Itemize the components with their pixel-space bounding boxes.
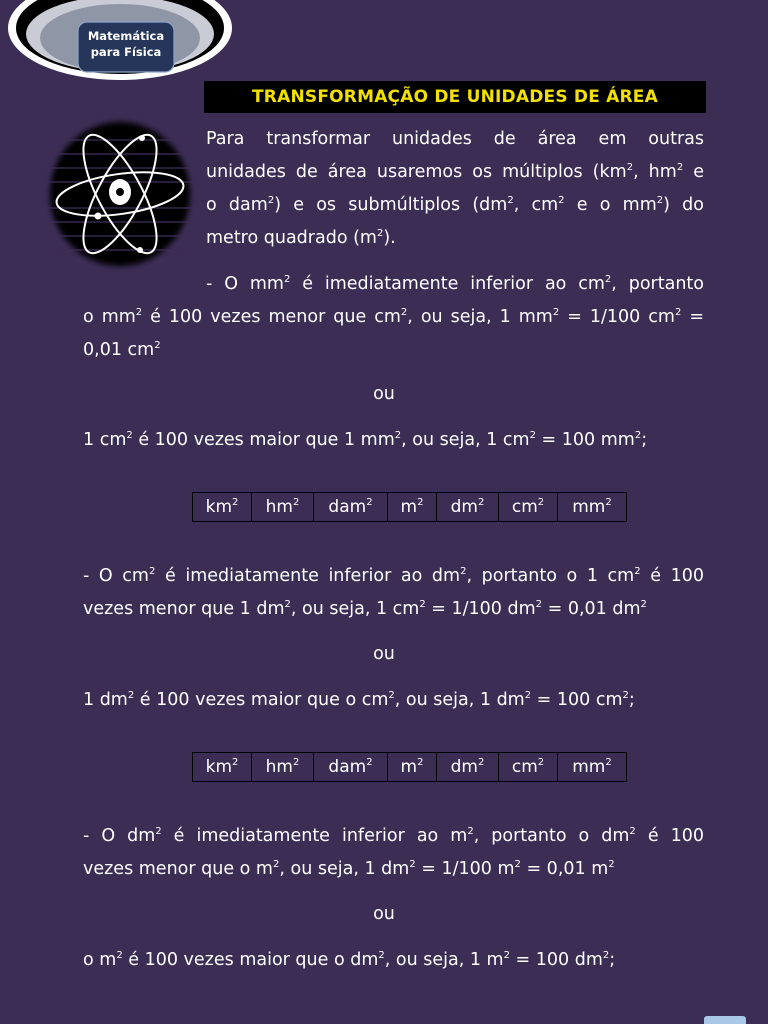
sup: 2: [417, 497, 424, 508]
intro-text-2b: , hm: [633, 162, 677, 182]
units-row: [193, 493, 627, 522]
unit-cell: [388, 493, 437, 522]
unit-label: hm: [265, 757, 293, 777]
sup: 2: [514, 859, 521, 870]
sup: 2: [135, 307, 143, 318]
sup: 2: [535, 599, 543, 610]
sup: 2: [507, 195, 514, 206]
sup: 2: [634, 430, 642, 441]
sup: 2: [460, 566, 467, 577]
sup: 2: [292, 757, 300, 768]
sec3-text: o m: [83, 950, 117, 970]
sup: 2: [116, 950, 123, 961]
unit-label: km: [205, 497, 233, 517]
unit-label: mm: [572, 757, 606, 777]
sec2-text: = 100 cm: [531, 690, 623, 710]
sup: 2: [552, 307, 560, 318]
sup: 2: [376, 228, 384, 239]
sup: 2: [676, 162, 684, 173]
sec2-line-3: [83, 684, 635, 717]
sup: 2: [378, 950, 385, 961]
sec3-text: , portanto o dm: [473, 826, 630, 846]
page-title: TRANSFORMAÇÃO DE UNIDADES DE ÁREA: [204, 81, 706, 113]
logo-badge: [0, 0, 240, 80]
sec3-text: = 1/100 m: [415, 859, 515, 879]
sec1-text: 1 cm: [83, 430, 127, 450]
sec2-text: , ou seja, 1 dm: [394, 690, 525, 710]
intro-text-3a: o dam: [206, 195, 268, 215]
or-text-2: ou: [373, 644, 395, 664]
unit-label: cm: [511, 757, 538, 777]
intro-line-1: [206, 123, 704, 156]
sec2-text: é 100 vezes maior que o cm: [134, 690, 389, 710]
sup: 2: [629, 826, 636, 837]
or-text-3: ou: [373, 904, 395, 924]
sup: 2: [626, 162, 634, 173]
sec2-text: = 1/100 dm: [425, 599, 536, 619]
sup: 2: [602, 950, 610, 961]
sec2-line-2: [83, 593, 704, 626]
sec1-text: é 100 vezes menor que cm: [142, 307, 401, 327]
intro-line-3: [206, 189, 704, 222]
sec3-text: vezes menor que o m: [83, 859, 273, 879]
sup: 2: [232, 497, 239, 508]
intro-text-3d: e o mm: [564, 195, 657, 215]
sup: 2: [272, 859, 280, 870]
sec2-text: ;: [628, 690, 635, 710]
sec1-text: = 1/100 cm: [559, 307, 675, 327]
sup: 2: [477, 757, 485, 768]
sec2-text: é imediatamente inferior ao dm: [155, 566, 461, 586]
intro-paragraph: [206, 123, 704, 255]
unit-label: dm: [450, 497, 478, 517]
sup: 2: [605, 497, 612, 508]
sec1-line-3: [83, 334, 704, 367]
sec1-text: o mm: [83, 307, 136, 327]
sec3-line-1: [83, 820, 704, 853]
sec3-line-3: [83, 944, 615, 977]
sup: 2: [605, 757, 612, 768]
sup: 2: [640, 599, 647, 610]
unit-label: hm: [265, 497, 293, 517]
unit-cell: [314, 753, 388, 782]
sec1-text: - O mm: [206, 274, 284, 294]
sup: 2: [674, 307, 682, 318]
sup: 2: [656, 195, 664, 206]
intro-text-2c: e: [683, 162, 704, 182]
unit-cell: [193, 753, 252, 782]
sup: 2: [154, 340, 161, 351]
units-table: [192, 752, 627, 782]
sup: 2: [467, 826, 474, 837]
sup: 2: [419, 599, 426, 610]
sec3-line-2: [83, 853, 704, 886]
sup: 2: [126, 430, 133, 441]
sup: 2: [604, 274, 612, 285]
intro-text-1: Para transformar unidades de área em outras: [206, 129, 704, 149]
sup: 2: [529, 430, 536, 441]
sup: 2: [283, 274, 291, 285]
intro-text-3e: ) do: [663, 195, 704, 215]
sec2-line-1: [83, 560, 704, 593]
sup: 2: [366, 757, 373, 768]
sec3-text: é 100 vezes maior que o dm: [122, 950, 379, 970]
intro-text-2a: unidades de área usaremos os múltiplos (km: [206, 162, 627, 182]
intro-line-2: [206, 156, 704, 189]
section-mm-cm: [83, 268, 704, 367]
unit-label: dm: [450, 757, 478, 777]
sec2-text: 1 dm: [83, 690, 128, 710]
sec1-text: , portanto: [611, 274, 704, 294]
or-text-1: ou: [373, 384, 395, 404]
logo-text: [80, 28, 172, 60]
unit-label: cm: [511, 497, 538, 517]
sup: 2: [232, 757, 239, 768]
sup: 2: [388, 690, 395, 701]
intro-text-4a: metro quadrado (m: [206, 228, 377, 248]
sec1-line-2: [83, 301, 704, 334]
logo-line-2: para Física: [90, 45, 162, 59]
sec2-text: - O cm: [83, 566, 149, 586]
unit-label: dam: [328, 497, 367, 517]
sup: 2: [284, 599, 291, 610]
unit-label: km: [205, 757, 233, 777]
sup: 2: [477, 497, 485, 508]
sec3-text: é imediatamente inferior ao m: [161, 826, 468, 846]
intro-line-4: [206, 222, 704, 255]
sec3-text: ;: [609, 950, 616, 970]
sup: 2: [366, 497, 373, 508]
page-corner-tab: [704, 1016, 746, 1024]
sup: 2: [267, 195, 275, 206]
unit-cell: [252, 493, 314, 522]
sec1-line-4: [83, 424, 647, 457]
sup: 2: [148, 566, 156, 577]
sec1-text: = 100 mm: [535, 430, 635, 450]
unit-label: dam: [328, 757, 367, 777]
unit-cell: [314, 493, 388, 522]
sec2-text: vezes menor que 1 dm: [83, 599, 285, 619]
sec1-text: , ou seja, 1 cm: [401, 430, 530, 450]
sec3-text: = 100 dm: [509, 950, 603, 970]
sup: 2: [622, 690, 629, 701]
unit-cell: [558, 493, 627, 522]
sup: 2: [524, 690, 532, 701]
unit-cell: [499, 493, 558, 522]
section-dm-m: [83, 820, 704, 886]
sup: 2: [537, 757, 545, 768]
sup: 2: [400, 307, 408, 318]
unit-cell: [437, 753, 499, 782]
unit-cell: [499, 753, 558, 782]
intro-text-4b: ).: [383, 228, 396, 248]
sec2-text: é 100: [640, 566, 704, 586]
sec1-text: é 100 vezes maior que 1 mm: [132, 430, 395, 450]
sec1-text: é imediatamente inferior ao cm: [290, 274, 605, 294]
intro-text-3b: ) e os submúltiplos (dm: [274, 195, 508, 215]
units-table: [192, 492, 627, 522]
sup: 2: [127, 690, 135, 701]
sec3-text: , ou seja, 1 m: [384, 950, 504, 970]
sup: 2: [409, 859, 416, 870]
intro-text-3c: , cm: [513, 195, 559, 215]
sup: 2: [537, 497, 545, 508]
sup: 2: [155, 826, 162, 837]
sec2-text: , ou seja, 1 cm: [290, 599, 420, 619]
section-cm-dm: [83, 560, 704, 626]
sup: 2: [292, 497, 300, 508]
sec1-text: ;: [641, 430, 648, 450]
sec3-text: = 0,01 m: [520, 859, 609, 879]
sec2-text: , portanto o 1 cm: [466, 566, 635, 586]
sec1-text: 0,01 cm: [83, 340, 155, 360]
unit-cell: [558, 753, 627, 782]
logo-line-1: Matemática: [87, 29, 165, 43]
sup: 2: [558, 195, 565, 206]
unit-label: mm: [572, 497, 606, 517]
atom-icon: [44, 110, 196, 286]
unit-label: m: [400, 757, 418, 777]
sec3-text: - O dm: [83, 826, 156, 846]
sec2-text: = 0,01 dm: [542, 599, 641, 619]
unit-label: m: [400, 497, 418, 517]
unit-cell: [437, 493, 499, 522]
unit-cell: [388, 753, 437, 782]
sup: 2: [394, 430, 402, 441]
unit-cell: [193, 493, 252, 522]
sup: 2: [634, 566, 641, 577]
sec1-text: =: [681, 307, 704, 327]
sec1-text: , ou seja, 1 mm: [407, 307, 553, 327]
sup: 2: [417, 757, 424, 768]
sec1-line-1: [83, 268, 704, 301]
sec3-text: é 100: [635, 826, 704, 846]
sup: 2: [503, 950, 510, 961]
sec3-text: , ou seja, 1 dm: [279, 859, 410, 879]
unit-cell: [252, 753, 314, 782]
sup: 2: [608, 859, 615, 870]
units-row: [193, 753, 627, 782]
